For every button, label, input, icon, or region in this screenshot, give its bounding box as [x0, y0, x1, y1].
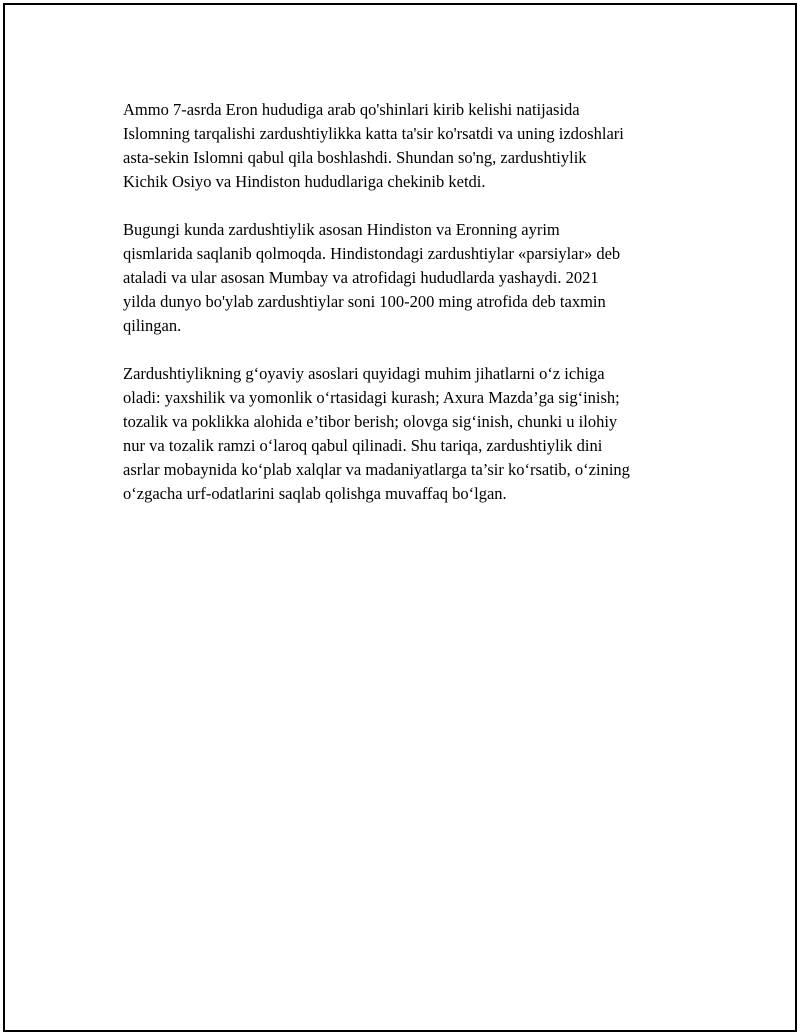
- paragraph-line: oladi: yaxshilik va yomonlik oʻrtasidagi kurash; Axura Mazda’ga sigʻinish;: [123, 388, 620, 407]
- paragraph-line: asta-sekin Islomni qabul qila boshlashdi. Shundan so'ng, zardushtiylik: [123, 148, 587, 167]
- paragraph-line: oʻzgacha urf-odatlarini saqlab qolishga muvaffaq boʻlgan.: [123, 484, 507, 503]
- paragraph-line: Kichik Osiyo va Hindiston hududlariga chekinib ketdi.: [123, 172, 486, 191]
- document-body: [123, 98, 693, 530]
- paragraph-line: qismlarida saqlanib qolmoqda. Hindistondagi zardushtiylar «parsiylar» deb: [123, 244, 621, 263]
- paragraph-line: ataladi va ular asosan Mumbay va atrofidagi hududlarda yashaydi. 2021: [123, 268, 599, 287]
- paragraph-line: tozalik va poklikka alohida e’tibor berish; olovga sigʻinish, chunki u ilohiy: [123, 412, 618, 431]
- paragraph-line: Islomning tarqalishi zardushtiylikka katta ta'sir ko'rsatdi va uning izdoshlari: [123, 124, 624, 143]
- paragraph-line: Zardushtiylikning gʻoyaviy asoslari quyidagi muhim jihatlarni oʻz ichiga: [123, 364, 605, 383]
- paragraph-line: nur va tozalik ramzi oʻlaroq qabul qilinadi. Shu tariqa, zardushtiylik dini: [123, 436, 603, 455]
- paragraph-line: Ammo 7-asrda Eron hududiga arab qo'shinlari kirib kelishi natijasida: [123, 100, 580, 119]
- paragraph-line: Bugungi kunda zardushtiylik asosan Hindiston va Eronning ayrim: [123, 220, 560, 239]
- paragraph-line: qilingan.: [123, 316, 182, 335]
- paragraph-1: [123, 98, 693, 194]
- paragraph-3: [123, 362, 693, 506]
- paragraph-line: yilda dunyo bo'ylab zardushtiylar soni 100-200 ming atrofida deb taxmin: [123, 292, 606, 311]
- paragraph-line: asrlar mobaynida koʻplab xalqlar va madaniyatlarga ta’sir koʻrsatib, oʻzining: [123, 460, 630, 479]
- page-frame: [3, 3, 797, 1032]
- paragraph-2: [123, 218, 693, 338]
